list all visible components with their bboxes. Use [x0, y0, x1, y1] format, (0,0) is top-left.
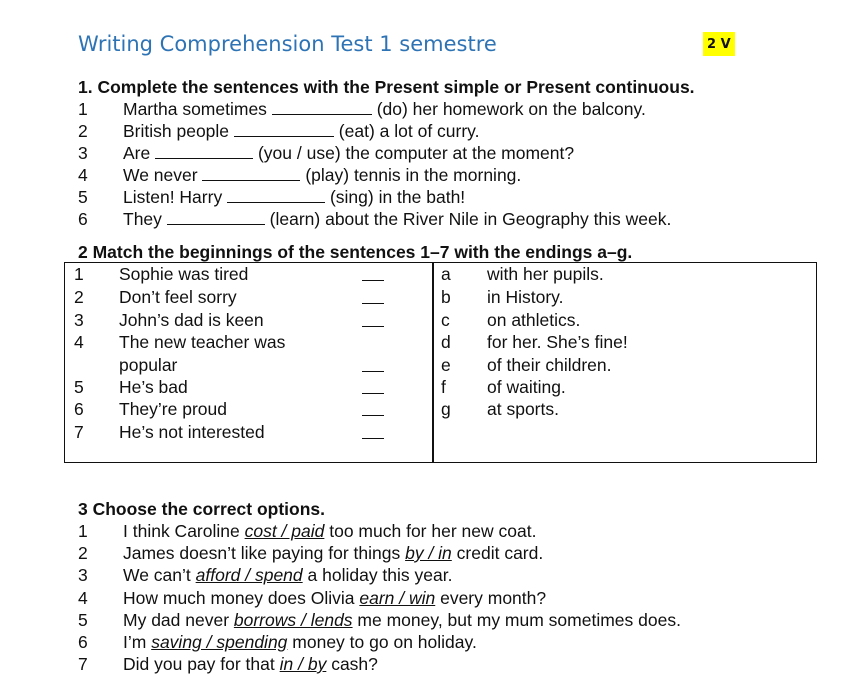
ending-text: in History. — [487, 287, 564, 307]
item-text-before: They — [123, 209, 162, 229]
beginning-number: 3 — [74, 310, 84, 330]
beginning-number: 5 — [74, 377, 84, 397]
item-text-after: money to go on holiday. — [287, 632, 477, 652]
item-text-after: (you / use) the computer at the moment? — [257, 143, 575, 163]
option-choice[interactable]: earn / win — [359, 588, 436, 608]
item-text-before: Martha sometimes — [123, 99, 267, 119]
beginning-text: Sophie was tired — [119, 264, 249, 284]
item-text-before: We never — [123, 165, 198, 185]
section-2-heading: 2 Match the beginnings of the sentences 1–7 with the endings a–g. — [78, 242, 633, 262]
beginning-text: He’s not interested — [119, 422, 265, 442]
answer-blank[interactable] — [167, 210, 265, 225]
item-text-after: a holiday this year. — [302, 565, 453, 585]
item-text-after: (play) tennis in the morning. — [305, 165, 522, 185]
beginning-number: 2 — [74, 287, 84, 307]
ending-letter: e — [441, 355, 451, 375]
beginning-text: They’re proud — [119, 399, 227, 419]
item-text-before: How much money does Olivia — [123, 588, 360, 608]
section-3-heading: 3 Choose the correct options. — [78, 499, 325, 519]
answer-blank[interactable] — [362, 303, 384, 304]
item-number: 2 — [78, 543, 88, 563]
item-number: 5 — [78, 610, 88, 630]
item-number: 3 — [78, 565, 88, 585]
beginning-number: 1 — [74, 264, 84, 284]
ending-letter: f — [441, 377, 446, 397]
beginning-text: John’s dad is keen — [119, 310, 264, 330]
item-text-after: every month? — [435, 588, 547, 608]
beginning-text: popular — [119, 355, 178, 375]
answer-blank[interactable] — [362, 371, 384, 372]
item-number: 1 — [78, 521, 88, 541]
item-text-after: me money, but my mum sometimes does. — [352, 610, 681, 630]
item-text-before: James doesn’t like paying for things — [123, 543, 406, 563]
item-number: 5 — [78, 187, 88, 207]
beginning-text: Don’t feel sorry — [119, 287, 237, 307]
ending-letter: a — [441, 264, 451, 284]
option-choice[interactable]: by / in — [405, 543, 452, 563]
item-text-after: (sing) in the bath! — [329, 187, 466, 207]
ending-text: at sports. — [487, 399, 559, 419]
item-number: 1 — [78, 99, 88, 119]
beginning-text: The new teacher was — [119, 332, 286, 352]
answer-blank[interactable] — [234, 122, 334, 137]
ending-letter: c — [441, 310, 450, 330]
item-text-before: British people — [123, 121, 230, 141]
item-number: 7 — [78, 654, 88, 674]
document-title: Writing Comprehension Test 1 semestre — [78, 32, 497, 56]
option-choice[interactable]: in / by — [279, 654, 327, 674]
answer-blank[interactable] — [155, 144, 253, 159]
item-number: 2 — [78, 121, 88, 141]
item-number: 6 — [78, 209, 88, 229]
item-text-before: I think Caroline — [123, 521, 245, 541]
item-text-after: (learn) about the River Nile in Geography this week. — [269, 209, 672, 229]
answer-blank[interactable] — [227, 188, 325, 203]
answer-blank[interactable] — [362, 280, 384, 281]
item-number: 4 — [78, 588, 88, 608]
beginning-number: 4 — [74, 332, 84, 352]
option-choice[interactable]: afford / spend — [195, 565, 303, 585]
section-1-heading: 1. Complete the sentences with the Present simple or Present continuous. — [78, 77, 695, 97]
ending-letter: g — [441, 399, 451, 419]
answer-blank[interactable] — [362, 393, 384, 394]
item-text-before: Are — [123, 143, 151, 163]
item-text-after: cash? — [326, 654, 378, 674]
ending-text: for her. She’s fine! — [487, 332, 628, 352]
beginning-number: 7 — [74, 422, 84, 442]
ending-text: of waiting. — [487, 377, 566, 397]
beginning-text: He’s bad — [119, 377, 188, 397]
answer-blank[interactable] — [362, 326, 384, 327]
item-text-after: (eat) a lot of curry. — [338, 121, 480, 141]
beginning-number: 6 — [74, 399, 84, 419]
ending-letter: b — [441, 287, 451, 307]
option-choice[interactable]: borrows / lends — [233, 610, 353, 630]
answer-blank[interactable] — [362, 415, 384, 416]
item-text-after: (do) her homework on the balcony. — [376, 99, 646, 119]
item-number: 3 — [78, 143, 88, 163]
option-choice[interactable]: cost / paid — [244, 521, 325, 541]
class-badge: 2 V — [703, 32, 735, 56]
table-divider — [432, 262, 434, 463]
answer-blank[interactable] — [202, 166, 300, 181]
item-text-before: We can’t — [123, 565, 196, 585]
item-number: 4 — [78, 165, 88, 185]
item-text-before: My dad never — [123, 610, 234, 630]
item-text-before: I’m — [123, 632, 152, 652]
item-text-after: credit card. — [451, 543, 544, 563]
ending-text: on athletics. — [487, 310, 581, 330]
item-text-before: Listen! Harry — [123, 187, 223, 207]
option-choice[interactable]: saving / spending — [151, 632, 288, 652]
answer-blank[interactable] — [362, 438, 384, 439]
ending-text: with her pupils. — [487, 264, 604, 284]
ending-text: of their children. — [487, 355, 612, 375]
answer-blank[interactable] — [272, 100, 372, 115]
item-text-before: Did you pay for that — [123, 654, 280, 674]
ending-letter: d — [441, 332, 451, 352]
item-number: 6 — [78, 632, 88, 652]
item-text-after: too much for her new coat. — [324, 521, 537, 541]
